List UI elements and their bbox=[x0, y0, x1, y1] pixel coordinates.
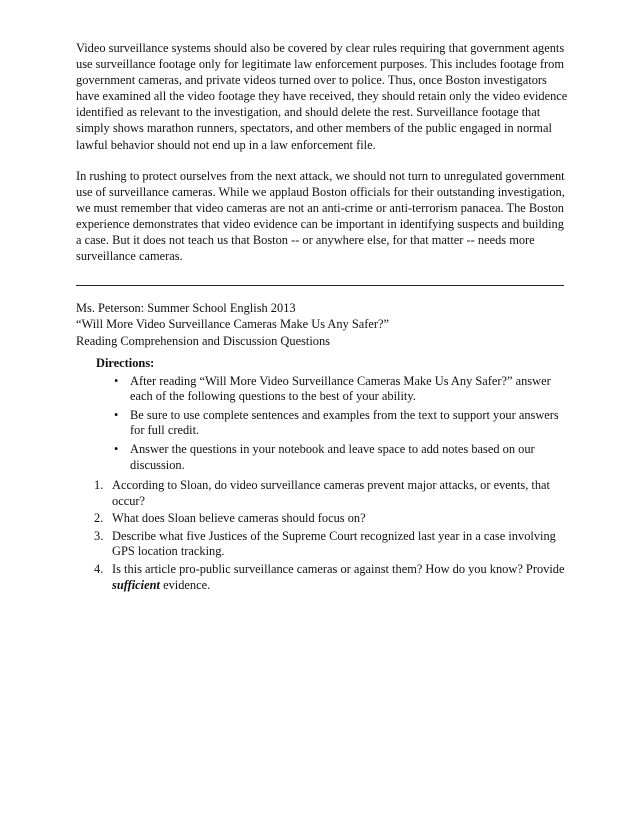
directions-block bbox=[96, 356, 566, 476]
directions-item bbox=[96, 374, 566, 405]
directions-item bbox=[96, 442, 566, 473]
question-list bbox=[76, 478, 568, 595]
question-item bbox=[76, 478, 568, 509]
worksheet-header bbox=[76, 300, 568, 349]
article-title-line: “Will More Video Surveillance Cameras Make Us Any Safer?” bbox=[76, 317, 390, 332]
question-item bbox=[76, 511, 568, 527]
directions-list bbox=[96, 374, 566, 474]
directions-item-text: Be sure to use complete sentences and examples from the text to support your answers for full credit. bbox=[130, 407, 559, 438]
bullet-icon: • bbox=[114, 441, 119, 456]
course-line: Ms. Peterson: Summer School English 2013 bbox=[76, 301, 296, 315]
question-text-tail: evidence. bbox=[159, 577, 211, 592]
question-text: According to Sloan, do video surveillance cameras prevent major attacks, or events, that occur? bbox=[112, 478, 550, 508]
section-divider bbox=[76, 285, 564, 286]
worksheet-subtitle: Reading Comprehension and Discussion Questions bbox=[76, 333, 330, 348]
question-text: What does Sloan believe cameras should focus on? bbox=[112, 511, 366, 526]
bullet-icon: • bbox=[114, 373, 119, 388]
question-item bbox=[76, 562, 568, 593]
question-number: 1. bbox=[94, 478, 104, 492]
bullet-icon: • bbox=[114, 407, 119, 422]
directions-item-text: After reading “Will More Video Surveillance Cameras Make Us Any Safer?” answer each of the following questions to the best of your ability. bbox=[130, 373, 551, 404]
article-paragraph-2: In rushing to protect ourselves from the next attack, we should not turn to unregulated government use of surveillance cameras. While we applaud Boston officials for their outstanding investigation, we must remember that video cameras are not an anti-crime or anti-terrorism panacea. The Boston experience demonstrates that video evidence can be important in identifying suspects and building a case. But it does not teach us that Boston -- or anywhere else, for that matter -- needs more surveillance cameras. bbox=[76, 169, 565, 264]
article-paragraph-1: Video surveillance systems should also be covered by clear rules requiring that government agents use surveillance footage only for legitimate law enforcement purposes. This includes footage from government cameras, and private videos turned over to police. Thus, once Boston investigators have examined all the video footage they have received, they should retain only the video evidence identified as relevant to the investigation, and should delete the rest. Surveillance footage that simply shows marathon runners, spectators, and other members of the public engaged in normal lawful behavior should not end up in a law enforcement file. bbox=[76, 41, 568, 152]
directions-title: Directions: bbox=[96, 356, 155, 370]
question-number: 2. bbox=[94, 511, 104, 526]
question-number: 4. bbox=[94, 561, 104, 576]
directions-item bbox=[96, 408, 566, 439]
question-text: Describe what five Justices of the Supreme Court recognized last year in a case involving GPS location tracking. bbox=[112, 528, 556, 559]
emphasized-word: sufficient bbox=[112, 577, 160, 592]
question-number: 3. bbox=[94, 528, 104, 543]
question-item bbox=[76, 529, 568, 560]
question-text: Is this article pro-public surveillance cameras or against them? How do you know? Provide bbox=[112, 561, 565, 576]
directions-item-text: Answer the questions in your notebook and leave space to add notes based on our discussion. bbox=[130, 441, 535, 472]
